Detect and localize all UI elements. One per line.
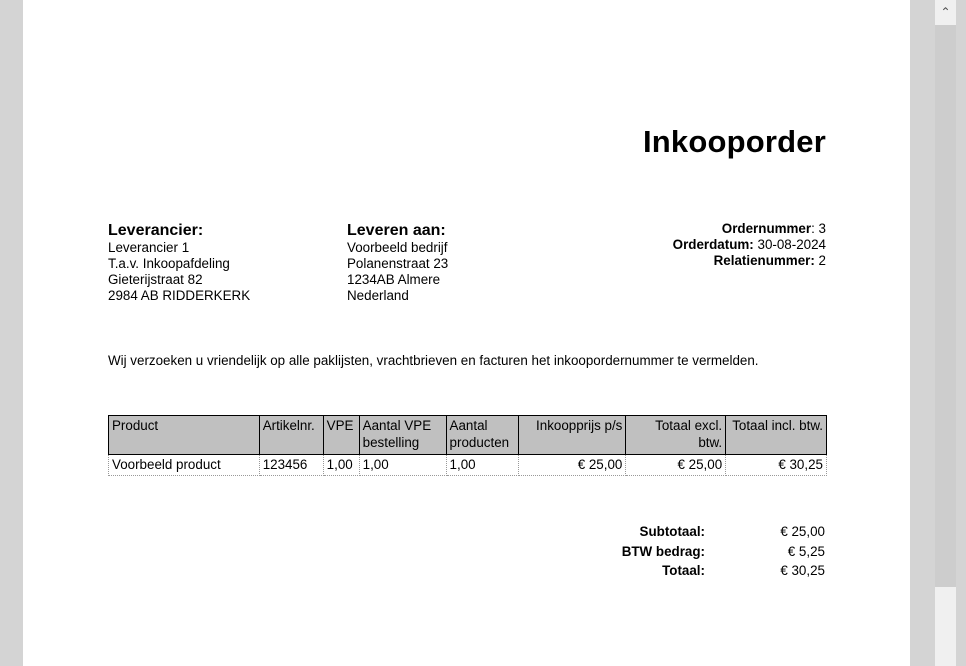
relation-number-row — [673, 253, 826, 269]
supplier-line: T.a.v. Inkoopafdeling — [108, 256, 230, 271]
column-header: Artikelnr. — [259, 416, 323, 455]
table-cell: € 30,25 — [726, 455, 827, 476]
vat-label: BTW bedrag: — [621, 543, 705, 559]
page-title: Inkooporder — [642, 124, 826, 159]
subtotal-label: Subtotaal: — [639, 524, 705, 539]
delivery-line: Voorbeeld bedrijf — [347, 240, 448, 255]
supplier-heading: Leverancier: — [108, 222, 204, 239]
column-header: Aantal producten — [446, 416, 518, 455]
column-header: VPE — [323, 416, 359, 455]
delivery-line: Nederland — [347, 288, 409, 303]
column-header: Totaal incl. btw. — [726, 416, 827, 455]
table-cell: 1,00 — [446, 455, 518, 476]
table-cell: 1,00 — [323, 455, 359, 476]
totals-values — [780, 522, 825, 581]
totals-labels — [622, 522, 705, 581]
table-header-row — [109, 416, 827, 455]
document-page — [23, 0, 910, 666]
order-date-value: 30-08-2024 — [757, 237, 826, 252]
chevron-up-icon[interactable]: ⌃ — [940, 5, 951, 19]
order-date-label: Orderdatum: — [672, 237, 754, 252]
total-value: € 30,25 — [780, 563, 825, 578]
delivery-line: 1234AB Almere — [347, 272, 441, 287]
order-meta — [673, 221, 826, 269]
vertical-scrollbar[interactable] — [935, 0, 956, 666]
reference-notice: Wij verzoeken u vriendelijk op alle paklijsten, vrachtbrieven en facturen het inkoopordernummer te vermelden. — [108, 353, 759, 368]
delivery-address — [347, 221, 448, 304]
subtotal-value: € 25,00 — [780, 524, 825, 539]
column-header: Product — [109, 416, 260, 455]
table-cell: 123456 — [259, 455, 323, 476]
supplier-address — [108, 221, 250, 304]
column-header: Aantal VPE bestelling — [359, 416, 446, 455]
order-number-label: Ordernummer — [721, 221, 812, 236]
delivery-line: Polanenstraat 23 — [347, 256, 449, 271]
column-header: Inkoopprijs p/s — [518, 416, 626, 455]
order-lines-table — [108, 415, 827, 476]
table-row — [109, 455, 827, 476]
supplier-line: Gieterijstraat 82 — [108, 272, 203, 287]
supplier-line: Leverancier 1 — [108, 240, 190, 255]
scrollbar-thumb[interactable] — [935, 25, 956, 587]
total-label: Totaal: — [662, 563, 705, 578]
table-cell: € 25,00 — [626, 455, 726, 476]
vat-value: € 5,25 — [787, 543, 825, 559]
column-header: Totaal excl. btw. — [626, 416, 726, 455]
relation-number-label: Relatienummer: — [713, 253, 815, 268]
relation-number-value: 2 — [818, 253, 826, 268]
order-date-row — [673, 237, 826, 253]
table-cell: Voorbeeld product — [109, 455, 260, 476]
order-number-row: Ordernummer: 3 — [721, 221, 826, 236]
supplier-line: 2984 AB RIDDERKERK — [108, 288, 251, 303]
delivery-heading: Leveren aan: — [347, 222, 446, 239]
order-number-value: 3 — [818, 221, 826, 236]
table-cell: 1,00 — [359, 455, 446, 476]
table-cell: € 25,00 — [518, 455, 626, 476]
